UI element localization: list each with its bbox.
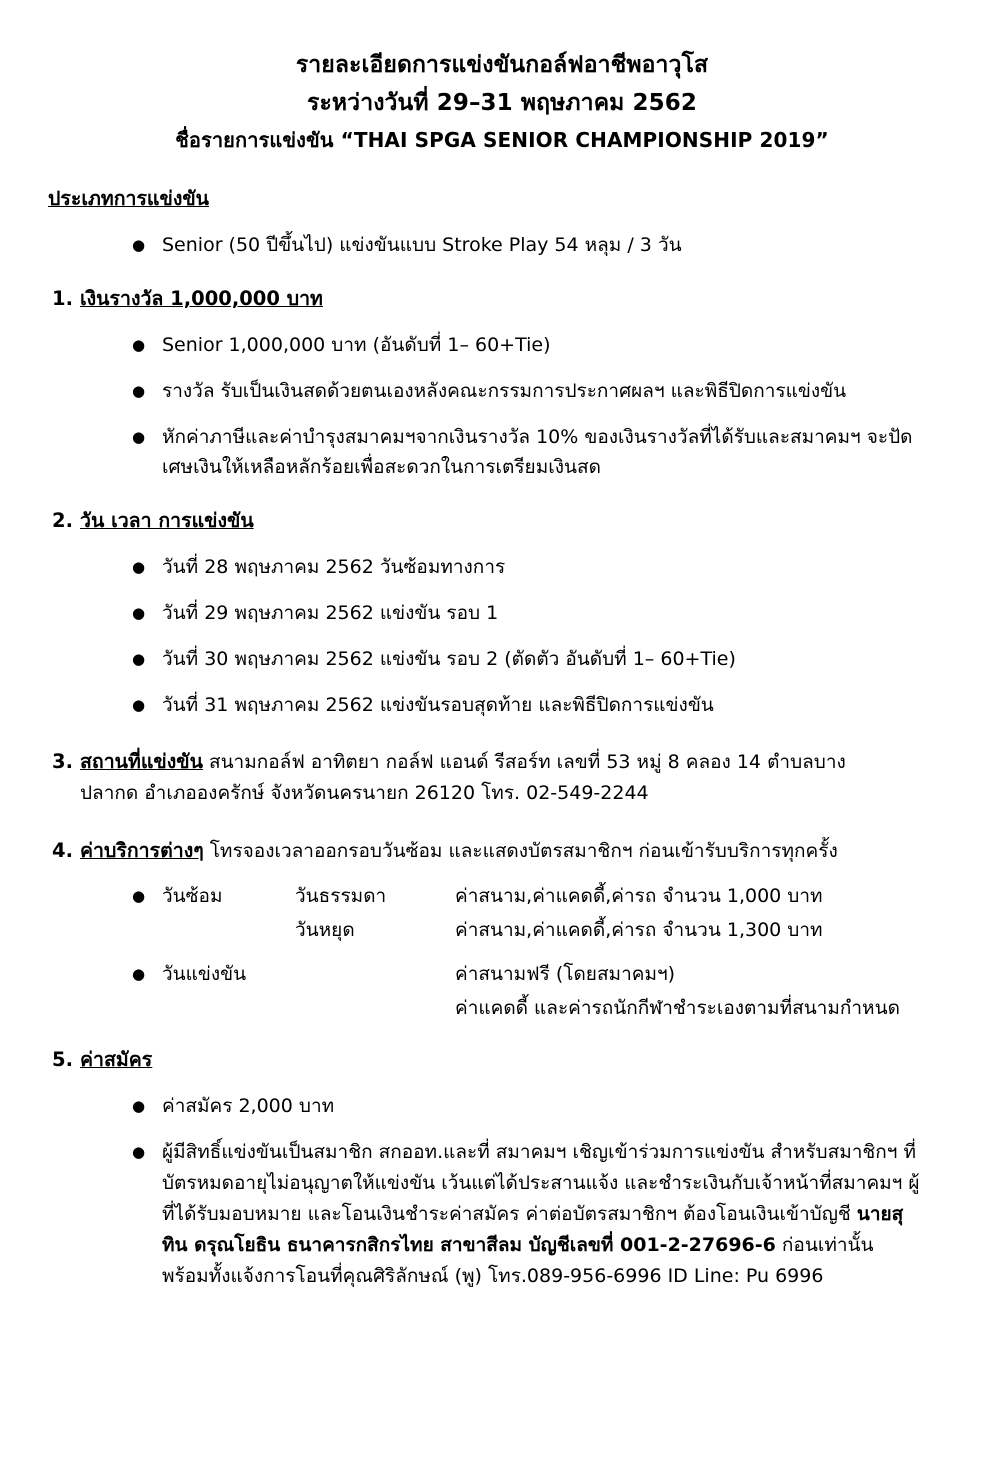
tournament-dates: ระหว่างวันที่ 29–31 พฤษภาคม 2562 (307, 90, 697, 116)
table-row (132, 959, 956, 989)
fee-day-type: วันแข่งขัน (162, 963, 247, 985)
list-item (132, 230, 956, 260)
bank-account-holder-part-1: นายสุ (856, 1203, 904, 1225)
section-number: 3. (52, 750, 73, 773)
list-item (132, 552, 956, 582)
section-heading-services (52, 835, 956, 867)
list-item-text-line-1: หักค่าภาษีและค่าบำรุงสมาคมฯจากเงินรางวัล 10% ของเงินรางวัลที่ได้รับและสมาคมฯ จะปัด (162, 426, 913, 448)
bullet-spacer (132, 915, 162, 945)
eligibility-line-3 (162, 1199, 956, 1230)
registration-bullet-list (48, 1091, 956, 1292)
venue-address-line-2: ปลากด อำเภอองครักษ์ จังหวัดนครนายก 26120 โทร. 02-549-2244 (80, 782, 649, 804)
service-fee-table (48, 881, 956, 1023)
bullet-icon (132, 644, 162, 674)
bullet-icon (132, 690, 162, 720)
list-item-text-line-2: เศษเงินให้เหลือหลักร้อยเพื่อสะดวกในการเตรียมเงินสด (162, 456, 601, 478)
category-bullet-list (48, 230, 956, 260)
eligibility-paragraph (162, 1137, 956, 1292)
page-title: รายละเอียดการแข่งขันกอล์ฟอาชีพอาวุโส (295, 52, 709, 78)
list-item-text: Senior 1,000,000 บาท (อันดับที่ 1– 60+Tie) (162, 334, 551, 356)
list-item-text: วันที่ 29 พฤษภาคม 2562 แข่งขัน รอบ 1 (162, 602, 499, 624)
list-item (132, 644, 956, 674)
section-number: 5. (52, 1048, 73, 1071)
list-item (132, 1091, 956, 1121)
bank-details-suffix: ก่อนเท่านั้น (775, 1234, 874, 1256)
section-number: 4. (52, 839, 73, 862)
fee-day-type: วันซ้อม (162, 885, 223, 907)
fee-day-type (162, 915, 295, 945)
schedule-bullet-list (48, 552, 956, 720)
list-item (132, 690, 956, 720)
bullet-icon (132, 1137, 162, 1292)
services-intro-text (80, 835, 956, 867)
list-item-text: วันที่ 31 พฤษภาคม 2562 แข่งขันรอบสุดท้าย และพิธีปิดการแข่งขัน (162, 694, 714, 716)
fee-amount: ค่าสนาม,ค่าแคดดี้,ค่ารถ จำนวน 1,300 บาท (455, 919, 823, 941)
fee-amount: ค่าแคดดี้ และค่ารถนักกีฬาชำระเองตามที่สนามกำหนด (455, 997, 900, 1019)
list-item-text: วันที่ 28 พฤษภาคม 2562 วันซ้อมทางการ (162, 556, 506, 578)
eligibility-line-3-text: ที่ได้รับมอบหมาย และโอนเงินชำระค่าสมัคร ค่าต่อบัตรสมาชิกฯ ต้องโอนเงินเข้าบัญชี (162, 1203, 857, 1225)
section-heading-prize (52, 284, 956, 314)
list-item-text (162, 422, 956, 482)
list-item (132, 376, 956, 406)
fee-day-category: วันธรรมดา (295, 885, 387, 907)
table-row (132, 993, 956, 1023)
section-heading-services-label: ค่าบริการต่างๆ (80, 839, 204, 862)
list-item-text: รางวัล รับเป็นเงินสดด้วยตนเองหลังคณะกรรมการประกาศผลฯ และพิธีปิดการแข่งขัน (162, 380, 847, 402)
section-number: 2. (52, 509, 73, 532)
section-heading-category-label: ประเภทการแข่งขัน (48, 187, 210, 210)
section-heading-venue (52, 746, 956, 809)
venue-text (80, 746, 956, 809)
venue-address-line-1: สนามกอล์ฟ อาทิตยา กอล์ฟ แอนด์ รีสอร์ท เลขที่ 53 หมู่ 8 คลอง 14 ตำบลบาง (202, 751, 846, 773)
bullet-icon (132, 230, 162, 260)
fee-day-category (295, 993, 455, 1023)
section-heading-schedule (52, 506, 956, 536)
bullet-icon (132, 959, 162, 989)
table-row (132, 915, 956, 945)
bullet-icon (132, 376, 162, 406)
fee-amount: ค่าสนาม,ค่าแคดดี้,ค่ารถ จำนวน 1,000 บาท (455, 885, 823, 907)
tournament-name: ชื่อรายการแข่งขัน “THAI SPGA SENIOR CHAMPIONSHIP 2019” (175, 128, 829, 152)
eligibility-line-2: บัตรหมดอายุไม่อนุญาตให้แข่งขัน เว้นแต่ได้ประสานแจ้ง และชำระเงินกับเจ้าหน้าที่สมาคมฯ ผู้ (162, 1172, 920, 1194)
bullet-icon (132, 598, 162, 628)
list-item (132, 1137, 956, 1292)
section-heading-registration-label: ค่าสมัคร (80, 1048, 153, 1071)
document-title-block (48, 46, 956, 158)
section-heading-venue-label: สถานที่แข่งขัน (80, 750, 203, 773)
bullet-icon (132, 552, 162, 582)
list-item-text: ค่าสมัคร 2,000 บาท (162, 1095, 335, 1117)
fee-day-category (295, 959, 455, 989)
list-item-text: Senior (50 ปีขึ้นไป) แข่งขันแบบ Stroke Play 54 หลุม / 3 วัน (162, 234, 682, 256)
section-heading-schedule-label: วัน เวลา การแข่งขัน (80, 509, 254, 532)
bullet-icon (132, 422, 162, 482)
eligibility-line-1: ผู้มีสิทธิ์แข่งขันเป็นสมาชิก สกออท.และที่ สมาคมฯ เชิญเข้าร่วมการแข่งขัน สำหรับสมาชิกฯ ที่ (162, 1141, 917, 1163)
section-heading-prize-label: เงินรางวัล 1,000,000 บาท (80, 287, 323, 310)
prize-bullet-list (48, 330, 956, 482)
services-intro: โทรจองเวลาออกรอบวันซ้อม และแสดงบัตรสมาชิกฯ ก่อนเข้ารับบริการทุกครั้ง (203, 840, 838, 862)
list-item (132, 598, 956, 628)
bullet-icon (132, 881, 162, 911)
fee-amount: ค่าสนามฟรี (โดยสมาคมฯ) (455, 963, 676, 985)
bullet-spacer (132, 993, 162, 1023)
bullet-icon (132, 330, 162, 360)
fee-day-category: วันหยุด (295, 919, 355, 941)
bullet-icon (132, 1091, 162, 1121)
list-item-text: วันที่ 30 พฤษภาคม 2562 แข่งขัน รอบ 2 (ตัดตัว อันดับที่ 1– 60+Tie) (162, 648, 736, 670)
section-number: 1. (52, 287, 73, 310)
list-item (132, 330, 956, 360)
bank-details-line (162, 1230, 956, 1261)
list-item (132, 422, 956, 482)
section-heading-registration (52, 1045, 956, 1075)
fee-day-type (162, 993, 295, 1023)
table-row (132, 881, 956, 911)
bank-account-details: ทิน ดรุณโยธิน ธนาคารกสิกรไทย สาขาสีลม บัญชีเลขที่ 001-2-27696-6 (162, 1234, 776, 1256)
contact-line: พร้อมทั้งแจ้งการโอนที่คุณศิริลักษณ์ (พู) โทร.089-956-6996 ID Line: Pu 6996 (162, 1265, 824, 1287)
section-heading-category (48, 184, 956, 214)
